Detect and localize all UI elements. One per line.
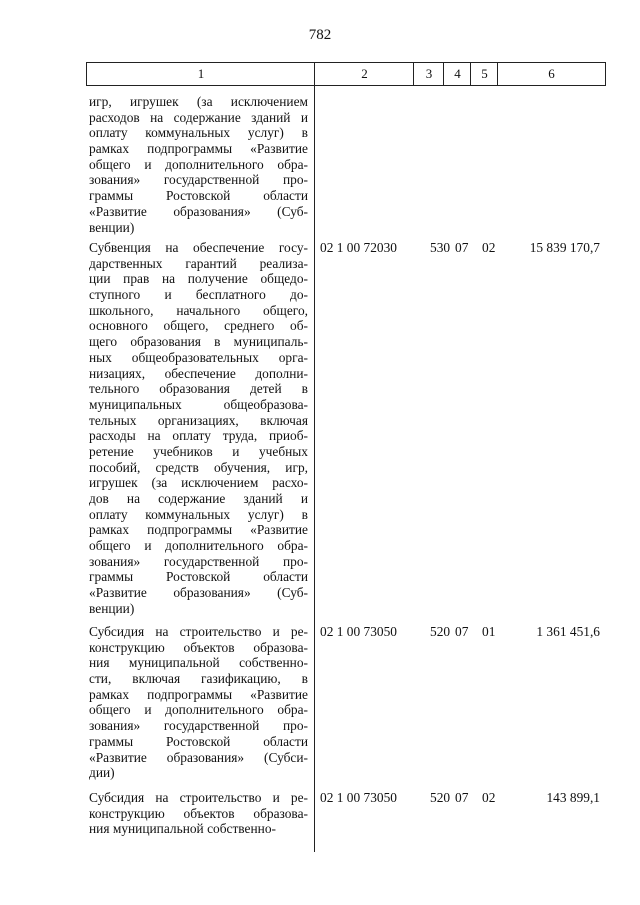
description-line: низациях, обеспечение дополни- <box>89 365 308 381</box>
description-line: основного общего, среднего об- <box>89 318 308 334</box>
description-line: расходов на содержание зданий и <box>89 109 308 125</box>
table-header <box>86 62 606 86</box>
amount: 143 899,1 <box>546 790 600 805</box>
description-line: школьного, начального общего, <box>89 302 308 318</box>
column-divider-main <box>314 62 315 852</box>
description-line: «Развитие образования» (Суб- <box>89 585 308 601</box>
description-line: тельного образования детей в <box>89 381 308 397</box>
header-col-5: 5 <box>481 66 488 81</box>
section-code: 07 <box>455 240 469 255</box>
row-description <box>89 624 308 781</box>
header-col-3: 3 <box>425 66 433 81</box>
expense-type-code: 520 <box>430 790 451 805</box>
description-line: расходы на оплату труда, приоб- <box>89 428 308 444</box>
description-line: Субсидия на строительство и ре- <box>89 790 308 805</box>
header-col-6: 6 <box>548 66 555 81</box>
description-line: граммы Ростовской области <box>89 733 308 749</box>
row-description <box>89 790 308 837</box>
description-line: рамках подпрограммы «Развитие <box>89 522 308 538</box>
description-line: рамках подпрограммы «Развитие <box>89 686 308 702</box>
description-line: конструкцию объектов образова- <box>89 639 308 655</box>
description-line: ретение учебников и учебных <box>89 443 308 459</box>
amount: 1 361 451,6 <box>536 624 600 639</box>
column-divider <box>497 62 498 86</box>
page-number: 782 <box>308 27 332 43</box>
target-article-code: 02 1 00 72030 <box>320 240 397 255</box>
description-line: «Развитие образования» (Суб- <box>89 203 308 219</box>
description-line: оплату коммунальных услуг) в <box>89 506 308 522</box>
description-line: игр, игрушек (за исключением <box>89 94 308 109</box>
amount: 15 839 170,7 <box>529 240 600 255</box>
description-line: зования» государственной про- <box>89 553 308 569</box>
description-line: оплату коммунальных услуг) в <box>89 125 308 141</box>
description-line: игрушек (за исключением расхо- <box>89 475 308 491</box>
description-line: дии) <box>89 765 115 781</box>
column-divider <box>470 62 471 86</box>
description-line: ния муниципальной собственно- <box>89 655 308 671</box>
description-line: муниципальных общеобразова- <box>89 396 308 412</box>
description-line: дов на содержание зданий и <box>89 491 308 506</box>
expense-type-code: 520 <box>430 624 451 639</box>
section-code: 07 <box>455 790 469 805</box>
header-col-4: 4 <box>454 66 461 81</box>
target-article-code: 02 1 00 73050 <box>320 624 397 639</box>
description-line: пособий, средств обучения, игр, <box>89 459 308 475</box>
column-divider <box>413 62 414 86</box>
description-line: ния муниципальной собственно- <box>89 821 276 837</box>
column-divider <box>443 62 444 86</box>
description-line: Субсидия на строительство и ре- <box>89 624 308 639</box>
description-line: венции) <box>89 219 135 235</box>
header-col-1: 1 <box>197 66 205 81</box>
subsection-code: 02 <box>482 240 496 255</box>
description-line: щего образования в муниципаль- <box>89 334 308 350</box>
subsection-code: 01 <box>482 624 496 639</box>
description-line: граммы Ростовской области <box>89 188 308 204</box>
section-code: 07 <box>455 624 469 639</box>
subsection-code: 02 <box>482 790 496 805</box>
row-description <box>89 240 308 617</box>
description-line: ции прав на получение общедо- <box>89 271 308 287</box>
description-line: сти, включая газификацию, в <box>89 671 308 687</box>
description-line: венции) <box>89 600 135 616</box>
description-line: зования» государственной про- <box>89 172 308 188</box>
description-line: тельных организациях, включая <box>89 412 308 428</box>
description-line: общего и дополнительного обра- <box>89 156 308 172</box>
description-line: дарственных гарантий реализа- <box>89 255 308 271</box>
header-col-2: 2 <box>361 66 368 81</box>
description-line: Субвенция на обеспечение госу- <box>89 240 308 255</box>
target-article-code: 02 1 00 73050 <box>320 790 397 805</box>
description-line: зования» государственной про- <box>89 718 308 734</box>
description-line: конструкцию объектов образова- <box>89 805 308 821</box>
description-line: общего и дополнительного обра- <box>89 538 308 554</box>
description-line: общего и дополнительного обра- <box>89 702 308 718</box>
description-line: граммы Ростовской области <box>89 569 308 585</box>
description-line: рамках подпрограммы «Развитие <box>89 141 308 157</box>
description-line: «Развитие образования» (Субси- <box>89 749 308 765</box>
expense-type-code: 530 <box>430 240 451 255</box>
description-line: ступного и бесплатного до- <box>89 287 308 303</box>
row-description <box>89 94 308 235</box>
description-line: ных общеобразовательных орга- <box>89 349 308 365</box>
